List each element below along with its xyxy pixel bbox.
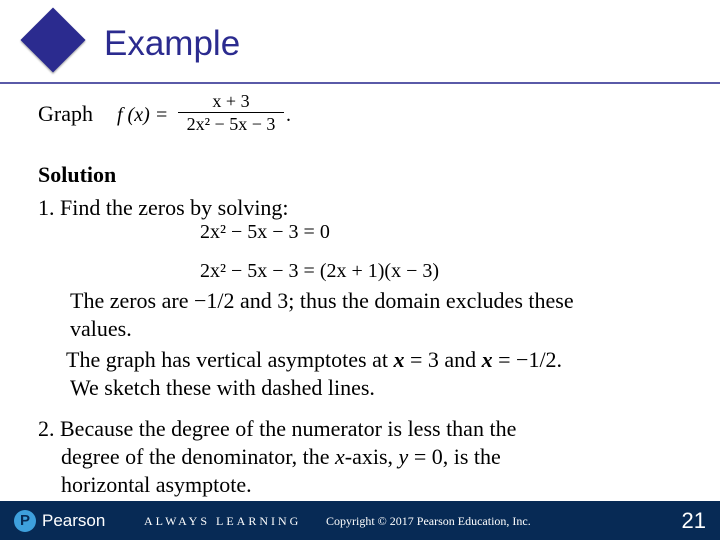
vertical-asymptotes-line bbox=[66, 347, 562, 373]
function-lhs: f (x) = bbox=[117, 104, 169, 126]
footer-bar bbox=[0, 501, 720, 540]
step-2-y: y bbox=[398, 444, 409, 469]
step-2-pre: degree of the denominator, the bbox=[61, 444, 336, 469]
title-divider bbox=[0, 82, 720, 84]
step-2-x: x bbox=[335, 444, 345, 469]
step-2-end: = 0, is the bbox=[408, 444, 501, 469]
function-fraction bbox=[178, 91, 284, 134]
va-text-pre: The graph has vertical asymptotes at bbox=[66, 347, 394, 372]
zeros-line-2: values. bbox=[70, 316, 132, 341]
va-x1: x bbox=[393, 347, 405, 372]
function-denominator: 2x² − 5x − 3 bbox=[186, 114, 276, 134]
step-2-mid: -axis, bbox=[344, 444, 399, 469]
equation-2: 2x² − 5x − 3 = (2x + 1)(x − 3) bbox=[200, 260, 440, 282]
function-numerator: x + 3 bbox=[212, 91, 250, 111]
title-bar bbox=[0, 0, 720, 84]
va-text-end: = −1/2. bbox=[492, 347, 563, 372]
diamond-logo-icon bbox=[20, 7, 85, 72]
step-1-text: 1. Find the zeros by solving: bbox=[38, 195, 289, 220]
slide-title: Example bbox=[104, 24, 241, 63]
step-2-line-2 bbox=[61, 444, 501, 470]
va-x2: x bbox=[481, 347, 493, 372]
fraction-bar bbox=[178, 112, 284, 113]
page-number: 21 bbox=[681, 508, 706, 533]
copyright-notice: Copyright © 2017 Pearson Education, Inc. bbox=[326, 514, 531, 528]
tagline: ALWAYS LEARNING bbox=[144, 514, 302, 528]
dashed-lines-line: We sketch these with dashed lines. bbox=[70, 375, 375, 400]
va-text-mid: = 3 and bbox=[404, 347, 482, 372]
function-period: . bbox=[286, 104, 291, 126]
zeros-line-1: The zeros are −1/2 and 3; thus the domain excludes these bbox=[70, 288, 574, 313]
pearson-logo-icon: P bbox=[14, 510, 36, 532]
step-2-line-3: horizontal asymptote. bbox=[61, 472, 252, 497]
graph-label: Graph bbox=[38, 101, 93, 126]
step-2-line-1: 2. Because the degree of the numerator is less than the bbox=[38, 416, 517, 441]
pearson-wordmark: Pearson bbox=[42, 511, 106, 530]
solution-heading: Solution bbox=[38, 162, 117, 187]
equation-1: 2x² − 5x − 3 = 0 bbox=[200, 221, 330, 243]
